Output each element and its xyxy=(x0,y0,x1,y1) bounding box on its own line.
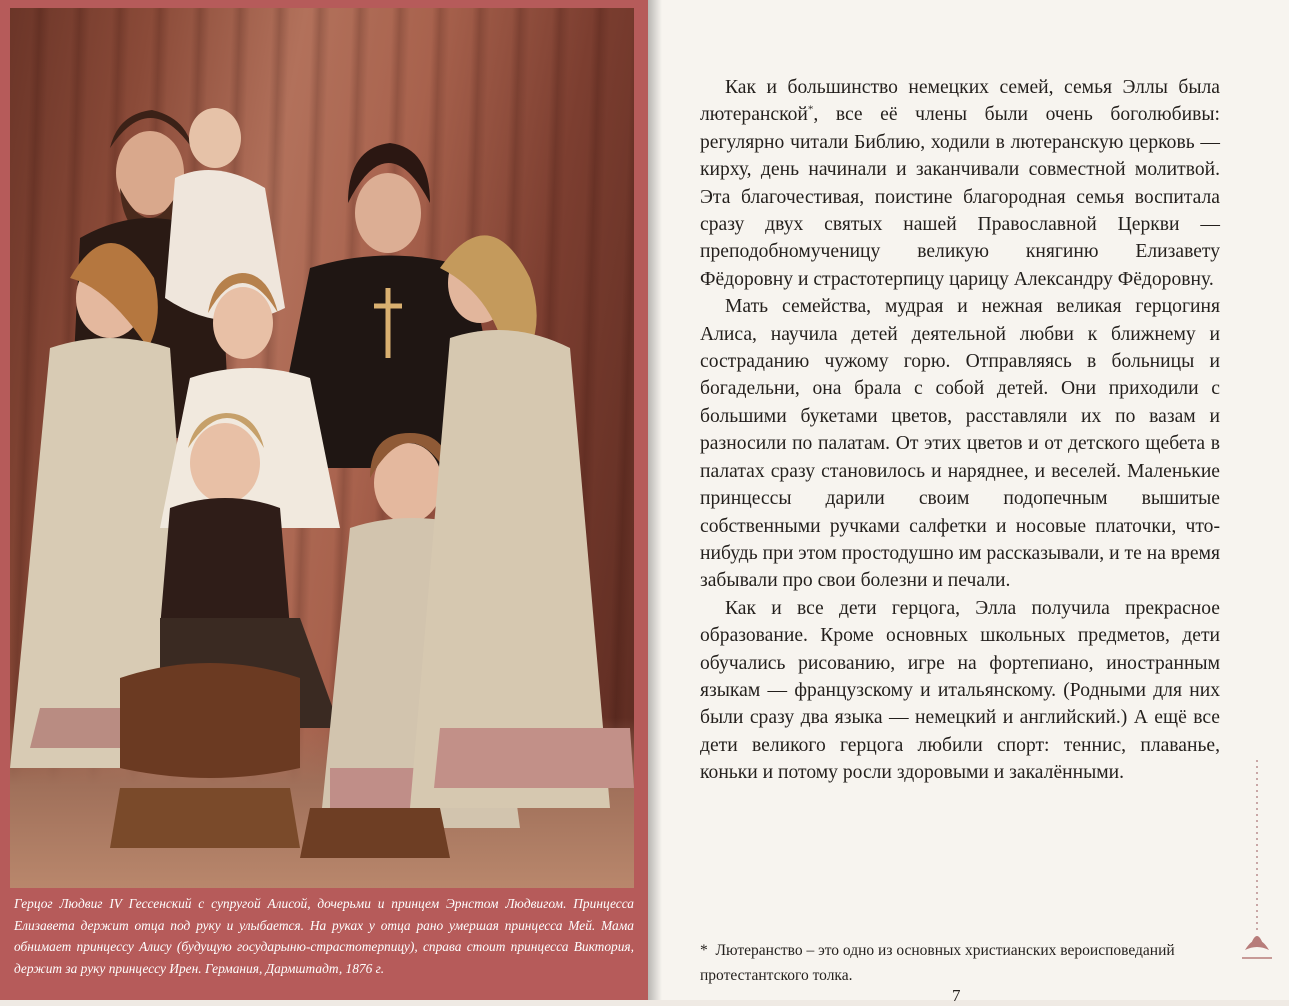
paragraph-2: Мать семейства, мудрая и нежная великая герцогиня Алиса, научила детей деятельной любви к ближнему и состраданию чужому горю. Отправляясь в больницы и богадельни, она брала с собой детей. Они приходили с большими букетами цветов, расставляли их по вазам и разносили по палатам. От этих цветов и от детского щебета в палатах сразу становилось и наряднее, и веселей. Маленькие принцессы дарили своим подопечным вышитые собственными ручками салфетки и носовые платочки, что-нибудь при этом простодушно им рассказывали, и те на время забывали про свои болезни и печали. xyxy=(700,296,1220,592)
footnote-reference[interactable]: * xyxy=(807,103,814,116)
photo-caption: Герцог Людвиг IV Гессенский с супругой Алисой, дочерьми и принцем Эрнстом Людвигом. Принцесса Елизавета держит отца под руку и улыбается. На руках у отца рано умершая принцесса Мей. Мама обнимает принцессу Алису (будущую государыню-страстотерпицу), справа стоит принцесса Виктория, держит за руку принцессу Ирен. Германия, Дармштадт, 1876 г. xyxy=(14,896,634,976)
paragraph-3: Как и все дети герцога, Элла получила прекрасное образование. Кроме основных школьных предметов, дети обучались рисованию, игре на фортепиано, иностранным языкам — французскому и итальянскому. (Родными для них были сразу два языка — немецкий и английский.) А ещё все дети великого герцога любили спорт: теннис, плаванье, коньки и потому росли здоровыми и закалёнными. xyxy=(700,597,1220,784)
family-figures xyxy=(10,8,634,888)
paragraph-1 xyxy=(700,74,1220,293)
footnote-text: Лютеранство – это одно из основных христианских вероисповеданий протестантского толка. xyxy=(700,942,1175,984)
book-spine-shadow xyxy=(648,0,662,1000)
page-number: 7 xyxy=(952,986,961,1005)
left-page xyxy=(0,0,648,1000)
decorative-ornament-icon xyxy=(1242,760,1272,970)
paragraph-1-start: Как и большинство немецких семей, семья Эллы была лютеранской xyxy=(700,77,1220,126)
body-text xyxy=(700,74,1220,787)
family-photograph xyxy=(10,8,634,888)
footnote-mark: * xyxy=(700,942,708,959)
footnote xyxy=(700,938,1220,988)
paragraph-1-end: , все её члены были очень боголюбивы: регулярно читали Библию, ходили в лютеранскую церковь — кирху, день начинали и заканчивали совместной молитвой. Эта благочестивая, поистине благородная семья воспитала сразу двух святых нашей Православной Церкви — преподобномученицу великую княгиню Елизавету Фёдоровну и страстотерпицу царицу Александру Фёдоровну. xyxy=(700,104,1220,290)
